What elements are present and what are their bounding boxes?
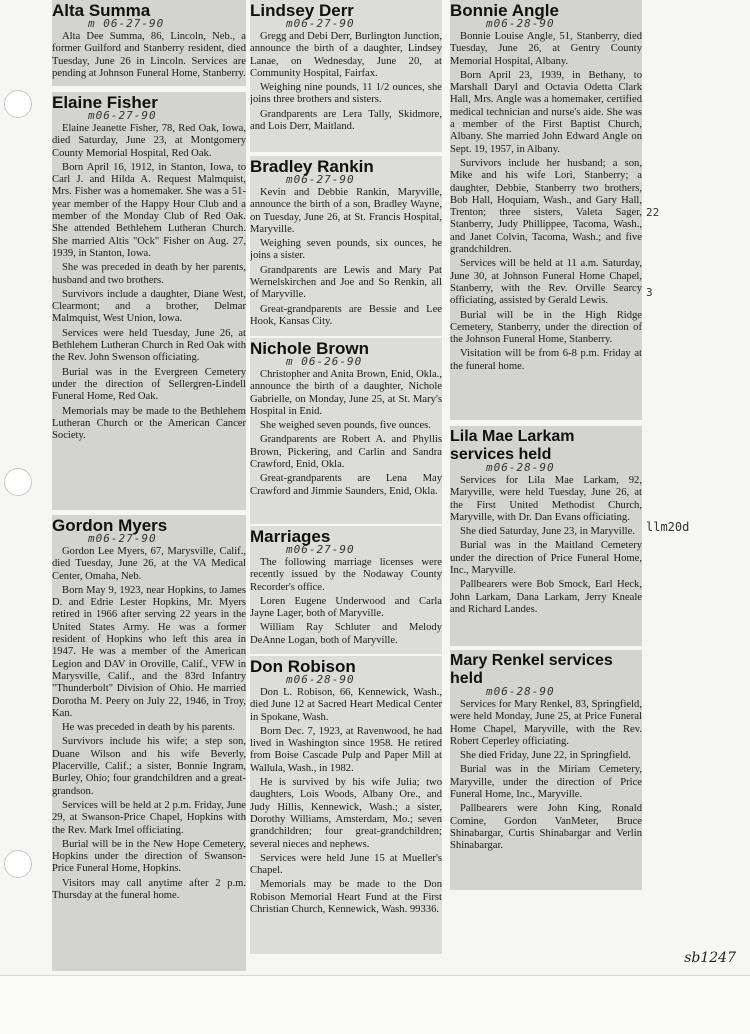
- clipping-don-robison: [250, 656, 442, 954]
- paragraph: Loren Eugene Underwood and Carla Jayne Lager, both of Maryville.: [250, 595, 442, 620]
- headline: Lila Mae Larkam services held: [450, 428, 575, 463]
- paragraph: Gregg and Debi Derr, Burlington Junction, announce the birth of a daughter, Lindsey Lanae, on Wednesday, June 20, at Community Hospital, Fairfax.: [250, 31, 442, 79]
- headline: Gordon Myers: [52, 516, 168, 535]
- paragraph: Born Dec. 7, 1923, at Ravenwood, he had lived in Washington since 1958. He retired from Boise Cascade Pulp and Paper Mill at Wallula, Wash., in 1982.: [250, 725, 442, 774]
- clipping-bonnie-angle: [450, 0, 642, 420]
- paragraph: Weighing nine pounds, 11 1/2 ounces, she joins three brothers and sisters.: [250, 82, 442, 106]
- paragraph: Burial was in the Maitland Cemetery under the direction of Price Funeral Home, Inc., Maryville.: [450, 540, 642, 577]
- paragraph: Services will be held at 11 a.m. Saturday, June 30, at Johnson Funeral Home Chapel, Stanberry, with the Rev. Orville Searcy officiating, assisted by Gerald Lewis.: [450, 258, 642, 307]
- article-body: [250, 187, 442, 328]
- paragraph: Kevin and Debbie Rankin, Maryville, announce the birth of a son, Bradley Wayne, on Tuesday, June 26, at St. Francis Hospital, Maryville.: [250, 187, 442, 235]
- clipping-lindsey-derr: [250, 0, 442, 152]
- page-id: sb1247: [684, 950, 736, 966]
- clipping-bradley-rankin: [250, 156, 442, 336]
- paragraph: Burial was in the Evergreen Cemetery under the direction of Sellergren-Lindell Funeral Home, Red Oak.: [52, 366, 246, 403]
- paragraph: Memorials may be made to the Bethlehem Lutheran Church or the American Cancer Society.: [52, 405, 246, 442]
- paragraph: Pallbearers were John King, Ronald Comine, Gordon VanMeter, Bruce Shinabargar, Curtis Shinabargar and Verlin Shinabargar.: [450, 803, 642, 852]
- handwritten-date: m06-28-90: [286, 673, 355, 686]
- headline: Elaine Fisher: [52, 93, 158, 112]
- paragraph: Burial was in the Miriam Cemetery, Maryville, under the direction of Price Funeral Home, Inc., Maryville.: [450, 764, 642, 801]
- handwritten-date: m 06-26-90: [286, 355, 363, 368]
- paragraph: Great-grandparents are Lena May Crawford and Jimmie Saunders, Enid, Okla.: [250, 473, 442, 497]
- clipping-marriages: [250, 526, 442, 654]
- handwritten-date: m06-28-90: [486, 461, 555, 474]
- article-body: [250, 557, 442, 647]
- clipping-alta-summa: [52, 0, 246, 86]
- paragraph: Services for Lila Mae Larkam, 92, Maryville, were held Tuesday, June 26, at the First United Methodist Church, Maryville, with Dr. Dan Evans officiating.: [450, 475, 642, 523]
- paragraph: Grandparents are Robert A. and Phyllis Brown, Pickering, and Carlin and Sandra Crawford, Enid, Okla.: [250, 434, 442, 471]
- clipping-gordon-myers: [52, 515, 246, 971]
- paragraph: Great-grandparents are Bessie and Lee Hook, Kansas City.: [250, 303, 442, 327]
- paragraph: Visitors may call anytime after 2 p.m. Thursday at the funeral home.: [52, 877, 246, 902]
- paragraph: He is survived by his wife Julia; two daughters, Lois Woods, Albany Ore., and Judy Hillis, Kennewick, Wash.; a sister, Dorothy Williams, Amsterdam, Mo.; seven grandchildren; four great-grandchildren; several nieces and nephews.: [250, 777, 442, 850]
- paragraph: Pallbearers were Bob Smock, Earl Heck, John Larkam, Dana Larkam, Jerry Kneale and Richard Landes.: [450, 579, 642, 615]
- handwritten-date: m06-27-90: [286, 17, 355, 30]
- paragraph: Born April 16, 1912, in Stanton, Iowa, to Carl J. and Hilda A. Request Malmquist, Mrs. Fisher was a homemaker. She was a 51-year member of the Happy Hour Club and a member of the Monday Club of Red Oak. She attended Bethlehem Lutheran Church. She married Altis "Ock" Fisher on Aug. 27, 1939, in Stanton, Iowa.: [52, 161, 246, 259]
- headline: Bradley Rankin: [250, 157, 374, 176]
- clipping-mary-renkel: [450, 650, 642, 890]
- handwritten-date: m06-28-90: [486, 17, 555, 30]
- paragraph: Gordon Lee Myers, 67, Marysville, Calif., died Tuesday, June 26, at the VA Medical Center, Omaha, Neb.: [52, 546, 246, 582]
- article-body: [450, 31, 642, 373]
- clipping-elaine-fisher: [52, 92, 246, 510]
- article-body: [250, 369, 442, 498]
- article-body: [52, 546, 246, 902]
- handwritten-date: m06-27-90: [286, 173, 355, 186]
- clipping-lila-mae-larkam: [450, 426, 642, 646]
- paragraph: Burial will be in the New Hope Cemetery, Hopkins under the direction of Swanson-Price Funeral Home, Hopkins.: [52, 838, 246, 875]
- headline: Mary Renkel services held: [450, 652, 613, 687]
- paragraph: Alta Dee Summa, 86, Lincoln, Neb., a former Guilford and Stanberry resident, died Tuesday, June 26 in Lincoln. Services are pending at Johnson Funeral Home, Stanberry.: [52, 31, 246, 79]
- page-bottom-margin: [0, 975, 750, 1034]
- paragraph: She died Saturday, June 23, in Maryville.: [460, 526, 635, 538]
- paragraph: William Ray Schluter and Melody DeAnne Logan, both of Maryville.: [250, 622, 442, 646]
- edge-mark: 22: [646, 206, 660, 219]
- paragraph: The following marriage licenses were recently issued by the Nodaway County Recorder's office.: [250, 557, 442, 593]
- paragraph: Services were held Tuesday, June 26, at Bethlehem Lutheran Church in Red Oak with the Rev. John Swenson officiating.: [52, 327, 246, 364]
- article-body: [52, 123, 246, 442]
- paragraph: Visitation will be from 6-8 p.m. Friday at the funeral home.: [450, 348, 642, 372]
- side-code: llm20d: [646, 520, 690, 534]
- paragraph: Born April 23, 1939, in Bethany, to Marshall Daryl and Octavia Odetta Clark Hall, Mrs. Angle was a homemaker, certified medical technician and nurse's aide. She was a member of the First Baptist Church, Albany. She married John Edward Angle on Sept. 19, 1957, in Albany.: [450, 69, 642, 155]
- clipping-nichole-brown: [250, 338, 442, 524]
- paragraph: Services for Mary Renkel, 83, Springfield, were held Monday, June 25, at Price Funeral Home Chapel, Maryville, with the Rev. Robert Ceperley officiating.: [450, 699, 642, 747]
- paragraph: Survivors include a daughter, Diane West, Clearmont; and a brother, Delmar Malmquist, West Union, Iowa.: [52, 288, 246, 325]
- handwritten-date: m06-28-90: [486, 685, 555, 698]
- handwritten-date: m06-27-90: [88, 109, 157, 122]
- headline: Nichole Brown: [250, 339, 370, 358]
- headline: Marriages: [250, 527, 331, 546]
- article-body: [450, 699, 642, 853]
- headline: Don Robison: [250, 657, 356, 676]
- binder-hole: [4, 90, 32, 118]
- paragraph: Services were held June 15 at Mueller's Chapel.: [250, 852, 442, 877]
- paragraph: She was preceded in death by her parents, husband and two brothers.: [52, 262, 246, 286]
- handwritten-date: m 06-27-90: [88, 17, 165, 30]
- paragraph: Born May 9, 1923, near Hopkins, to James D. and Edrie Lester Hopkins, Mr. Myers retired in 1966 after serving 22 years in the United States Army. He was a former resident of Hopkins who left this area in 1947. He was a member of the American Legion and DAV in Oroville, Calif., VFW in Marysville, Calif., and the 83rd Infantry "Thunderbolt" Division of Ohio. He married Dorotha M. Peery on July 22, 1946, in Troy, Kan.: [52, 584, 246, 719]
- binder-hole: [4, 850, 32, 878]
- headline: Alta Summa: [52, 1, 151, 20]
- paragraph: She died Friday, June 22, in Springfield.: [460, 750, 631, 762]
- binder-hole: [4, 468, 32, 496]
- paragraph: Services will be held at 2 p.m. Friday, June 29, at Swanson-Price Chapel, Hopkins with the Rev. Mark Imel officiating.: [52, 799, 246, 836]
- paragraph: Grandparents are Lewis and Mary Pat Wernelskirchen and Joe and So Renkin, all of Maryville.: [250, 264, 442, 301]
- handwritten-date: m06-27-90: [88, 532, 157, 545]
- article-body: [250, 687, 442, 916]
- paragraph: Bonnie Louise Angle, 51, Stanberry, died Tuesday, June 26, at Gentry County Memorial Hospital, Albany.: [450, 31, 642, 67]
- handwritten-date: m06-27-90: [286, 543, 355, 556]
- paragraph: He was preceded in death by his parents.: [62, 722, 235, 734]
- paragraph: Don L. Robison, 66, Kennewick, Wash., died June 12 at Sacred Heart Medical Center in Spokane, Wash.: [250, 687, 442, 723]
- paragraph: Christopher and Anita Brown, Enid, Okla., announce the birth of a daughter, Nichole Gabrielle, on Monday, June 25, at St. Mary's Hospital in Enid.: [250, 369, 442, 417]
- paragraph: Burial will be in the High Ridge Cemetery, Stanberry, under the direction of the Johnson Funeral Home, Stanberry.: [450, 309, 642, 346]
- paragraph: She weighed seven pounds, five ounces.: [260, 420, 431, 432]
- paragraph: Survivors include her husband; a son, Mike and his wife Lori, Stanberry; a daughter, Debbie, Stanberry two brothers, Bob Hall, Hoquiam, Wash., and Gary Hall, Trenton; three sisters, Valeta Sager, Stanberry, Judy Phillippee, Tacoma, Wash., and Janet Colvin, Tacoma, Wash.; and five grandchildren.: [450, 157, 642, 256]
- edge-mark: 3: [646, 286, 653, 299]
- headline: Lindsey Derr: [250, 1, 354, 20]
- headline: Bonnie Angle: [450, 1, 559, 20]
- paragraph: Elaine Jeanette Fisher, 78, Red Oak, Iowa, died Saturday, June 23, at Montgomery County Memorial Hospital, Red Oak.: [52, 123, 246, 159]
- paragraph: Memorials may be made to the Don Robison Memorial Heart Fund at the First Christian Church, Kennewick, Wash. 99336.: [250, 879, 442, 916]
- article-body: [250, 31, 442, 133]
- paragraph: Grandparents are Lera Tally, Skidmore, and Lois Derr, Maitland.: [250, 108, 442, 133]
- paragraph: Survivors include his wife; a step son, Duane Wilson and his wife Beverly, Placerville, Calif.; a sister, Bonnie Ingram, Burley, Ohio; four grandchildren and a great-grandson.: [52, 736, 246, 797]
- article-body: [450, 475, 642, 616]
- paragraph: Weighing seven pounds, six ounces, he joins a sister.: [250, 238, 442, 262]
- article-body: [52, 31, 246, 80]
